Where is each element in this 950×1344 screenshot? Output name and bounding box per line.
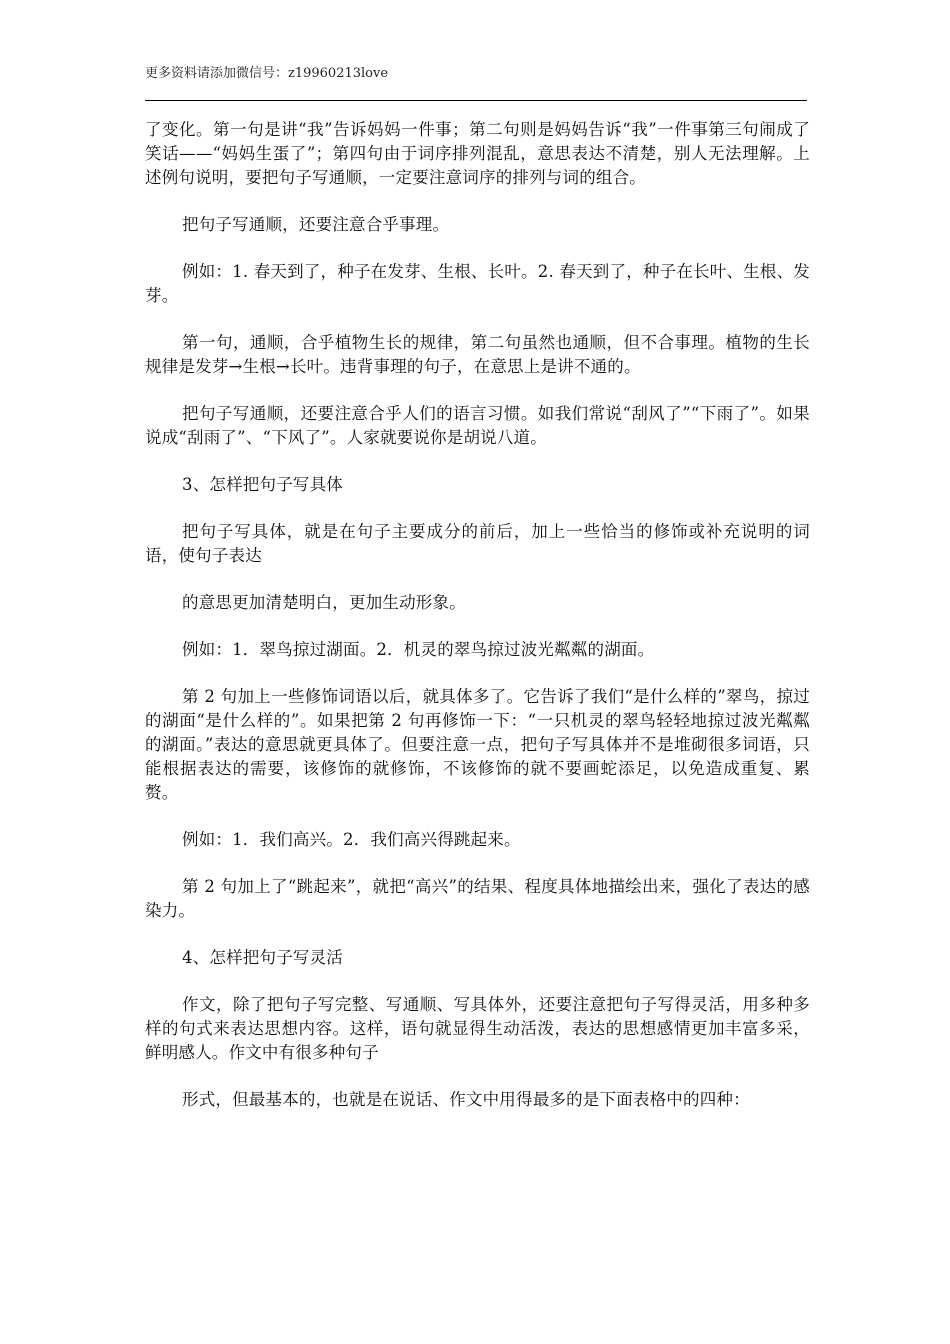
paragraph: 把句子写通顺，还要注意合乎事理。: [182, 215, 450, 234]
paragraph: 第一句，通顺，合乎植物生长的规律，第二句虽然也通顺，但不合事理。植物的生长规律是发芽→生根→长叶。违背事理的句子，在意思上是讲不通的。: [145, 333, 810, 376]
paragraph: 把句子写通顺，还要注意合乎人们的语言习惯。如我们常说“刮风了”“下雨了”。如果说成“刮雨了”、“下风了”。人家就要说你是胡说八道。: [145, 404, 810, 447]
paragraph: 第 2 句加上一些修饰词语以后，就具体多了。它告诉了我们“是什么样的”翠鸟，掠过的湖面“是什么样的”。如果把第 2 句再修饰一下：“一只机灵的翠鸟轻轻地掠过波光粼粼的湖面。”表达的意思就更具体了。但要注意一点，把句子写具体并不是堆砌很多词语，只能根据表达的需要，该修饰的就修饰，不该修饰的就不要画蛇添足，以免造成重复、累赘。: [145, 687, 810, 802]
paragraph-example: 例如：1．翠鸟掠过湖面。2．机灵的翠鸟掠过波光粼粼的湖面。: [182, 640, 655, 659]
paragraph-example: 例如：1. 春天到了，种子在发芽、生根、长叶。2. 春天到了，种子在长叶、生根、发芽。: [145, 262, 810, 305]
paragraph: 把句子写具体，就是在句子主要成分的前后，加上一些恰当的修饰或补充说明的词语，使句子表达: [145, 522, 810, 565]
paragraph: 形式，但最基本的，也就是在说话、作文中用得最多的是下面表格中的四种：: [182, 1090, 750, 1109]
page-header: 更多资料请添加微信号：z19960213love: [145, 66, 389, 81]
section-heading: 4、怎样把句子写灵活: [182, 948, 343, 967]
paragraph-example: 例如：1．我们高兴。2．我们高兴得跳起来。: [182, 830, 521, 849]
paragraph-continued: 了变化。第一句是讲“我”告诉妈妈一件事；第二句则是妈妈告诉“我”一件事第三句闹成了笑话——“妈妈生蛋了”；第四句由于词序排列混乱，意思表达不清楚，别人无法理解。上述例句说明，要把句子写通顺，一定要注意词序的排列与词的组合。: [145, 120, 810, 187]
section-heading: 3、怎样把句子写具体: [182, 475, 343, 494]
paragraph: 第 2 句加上了“跳起来”，就把“高兴”的结果、程度具体地描绘出来，强化了表达的感染力。: [145, 877, 810, 920]
paragraph: 作文，除了把句子写完整、写通顺、写具体外，还要注意把句子写得灵活，用多种多样的句式来表达思想内容。这样，语句就显得生动活泼，表达的思想感情更加丰富多采，鲜明感人。作文中有很多种句子: [145, 995, 810, 1062]
header-divider: [145, 100, 807, 101]
paragraph: 的意思更加清楚明白，更加生动形象。: [182, 593, 466, 612]
document-body: [145, 118, 810, 1135]
